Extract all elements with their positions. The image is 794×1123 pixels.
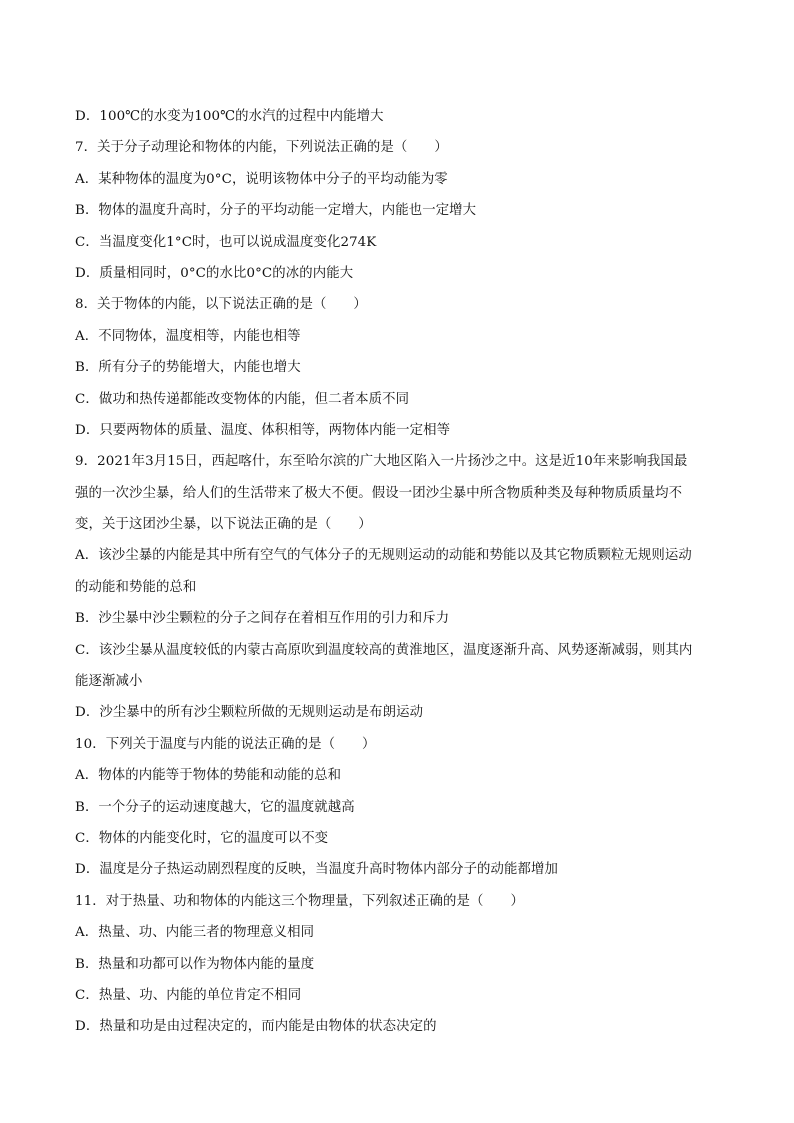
q11-option-d: D．热量和功是由过程决定的，而内能是由物体的状态决定的 [75, 1019, 437, 1035]
q10-option-c: C．物体的内能变化时，它的温度可以不变 [75, 830, 329, 846]
q9-stem-line-1: 9．2021年3月15日，西起喀什，东至哈尔滨的广大地区陷入一片扬沙之中。这是近10年来影响我国最 [75, 454, 688, 470]
q9-option-b: B．沙尘暴中沙尘颗粒的分子之间存在着相互作用的引力和斥力 [75, 611, 450, 627]
q10-option-d: D．温度是分子热运动剧烈程度的反映，当温度升高时物体内部分子的动能都增加 [75, 862, 559, 878]
q7-option-c: C．当温度变化1°C时，也可以说成温度变化274K [75, 234, 377, 250]
q11-stem: 11．对于热量、功和物体的内能这三个物理量，下列叙述正确的是（ ） [75, 893, 524, 909]
q7-option-b: B．物体的温度升高时，分子的平均动能一定增大，内能也一定增大 [75, 203, 477, 219]
q9-option-d: D．沙尘暴中的所有沙尘颗粒所做的无规则运动是布朗运动 [75, 705, 424, 721]
q9-stem-line-2: 强的一次沙尘暴，给人们的生活带来了极大不便。假设一团沙尘暴中所含物质种类及每种物质质量均不 [75, 485, 683, 501]
q9-option-c-line-2: 能逐渐减小 [75, 674, 143, 690]
q9-option-a-line-2: 的动能和势能的总和 [75, 579, 197, 595]
q10-option-a: A．物体的内能等于物体的势能和动能的总和 [75, 768, 342, 784]
q11-option-a: A．热量、功、内能三者的物理意义相同 [75, 925, 315, 941]
q7-option-d: D．质量相同时，0°C的水比0°C的冰的内能大 [75, 265, 354, 281]
q9-option-c-line-1: C．该沙尘暴从温度较低的内蒙古高原吹到温度较高的黄淮地区，温度逐渐升高、风势逐渐减弱，则其内 [75, 642, 693, 658]
q9-stem-line-3: 变，关于这团沙尘暴，以下说法正确的是（ ） [75, 517, 372, 533]
q8-option-b: B．所有分子的势能增大，内能也增大 [75, 360, 301, 376]
q9-option-a-line-1: A．该沙尘暴的内能是其中所有空气的气体分子的无规则运动的动能和势能以及其它物质颗粒无规则运动 [75, 548, 692, 564]
q11-option-c: C．热量、功、内能的单位肯定不相同 [75, 987, 302, 1003]
q10-stem: 10．下列关于温度与内能的说法正确的是（ ） [75, 736, 376, 752]
document-body [75, 101, 725, 1043]
q11-option-b: B．热量和功都可以作为物体内能的量度 [75, 956, 315, 972]
q6-option-d: D．100℃的水变为100℃的水汽的过程中内能增大 [75, 109, 384, 124]
q8-option-d: D．只要两物体的质量、温度、体积相等，两物体内能一定相等 [75, 422, 451, 438]
q10-option-b: B．一个分子的运动速度越大，它的温度就越高 [75, 799, 355, 815]
q8-option-c: C．做功和热传递都能改变物体的内能，但二者本质不同 [75, 391, 410, 407]
q7-option-a: A．某种物体的温度为0°C，说明该物体中分子的平均动能为零 [75, 171, 448, 187]
q8-stem: 8．关于物体的内能，以下说法正确的是（ ） [75, 297, 367, 313]
q7-stem: 7．关于分子动理论和物体的内能，下列说法正确的是（ ） [75, 140, 448, 156]
q8-option-a: A．不同物体，温度相等，内能也相等 [75, 328, 301, 344]
